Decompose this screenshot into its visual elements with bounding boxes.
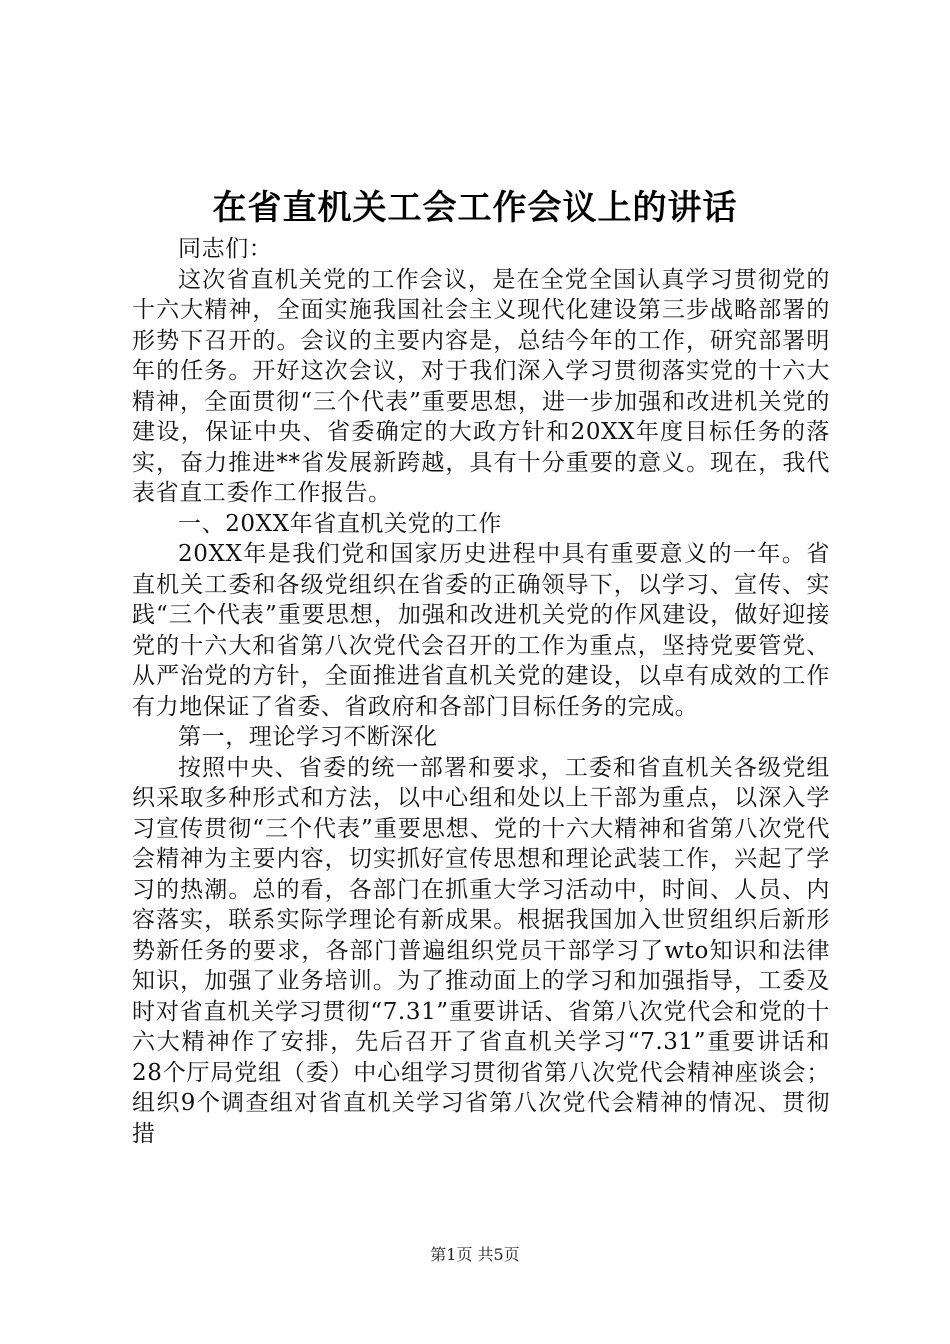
document-body xyxy=(132,234,830,1149)
page-number-footer: 第1页 共5页 xyxy=(430,1245,520,1264)
section-heading-1: 一、20XX年省直机关党的工作 xyxy=(178,510,503,537)
subsection-1-paragraph: 按照中央、省委的统一部署和要求，工委和省直机关各级党组织采取多种形式和方法，以中心组和处以上干部为重点，以深入学习宣传贯彻“三个代表”重要思想、党的十六大精神和省第八次党代会精神为主要内容，切实抓好宣传思想和理论武装工作，兴起了学习的热潮。总的看，各部门在抓重大学习活动中，时间、人员、内容落实，联系实际学理论有新成果。根据我国加入世贸组织后新形势新任务的要求，各部门普遍组织党员干部学习了wto知识和法律知识，加强了业务培训。为了推动面上的学习和加强指导，工委及时对省直机关学习贯彻“7.31”重要讲话、省第八次党代会和党的十六大精神作了安排，先后召开了省直机关学习“7.31”重要讲话和28个厅局党组（委）中心组学习贯彻省第八次党代会精神座谈会；组织9个调查组对省直机关学习省第八次党代会精神的情况、贯彻措 xyxy=(132,754,830,1147)
section-1-paragraph: 20XX年是我们党和国家历史进程中具有重要意义的一年。省直机关工委和各级党组织在省委的正确领导下，以学习、宣传、实践“三个代表”重要思想，加强和改进机关党的作风建设，做好迎接党的十六大和省第八次党代会召开的工作为重点，坚持党要管党、从严治党的方针，全面推进省直机关党的建设，以卓有成效的工作有力地保证了省委、省政府和各部门目标任务的完成。 xyxy=(132,541,830,720)
subsection-heading-1: 第一，理论学习不断深化 xyxy=(178,724,438,750)
salutation-paragraph: 同志们： xyxy=(178,236,273,262)
document-title: 在省直机关工会工作会议上的讲话 xyxy=(212,188,738,228)
intro-paragraph: 这次省直机关党的工作会议，是在全党全国认真学习贯彻党的十六大精神，全面实施我国社会主义现代化建设第三步战略部署的形势下召开的。会议的主要内容是，总结今年的工作，研究部署明年的任务。开好这次会议，对于我们深入学习贯彻落实党的十六大精神，全面贯彻“三个代表”重要思想，进一步加强和改进机关党的建设，保证中央、省委确定的大政方针和20XX年度目标任务的落实，奋力推进**省发展新跨越，具有十分重要的意义。现在，我代表省直工委作工作报告。 xyxy=(132,266,830,506)
